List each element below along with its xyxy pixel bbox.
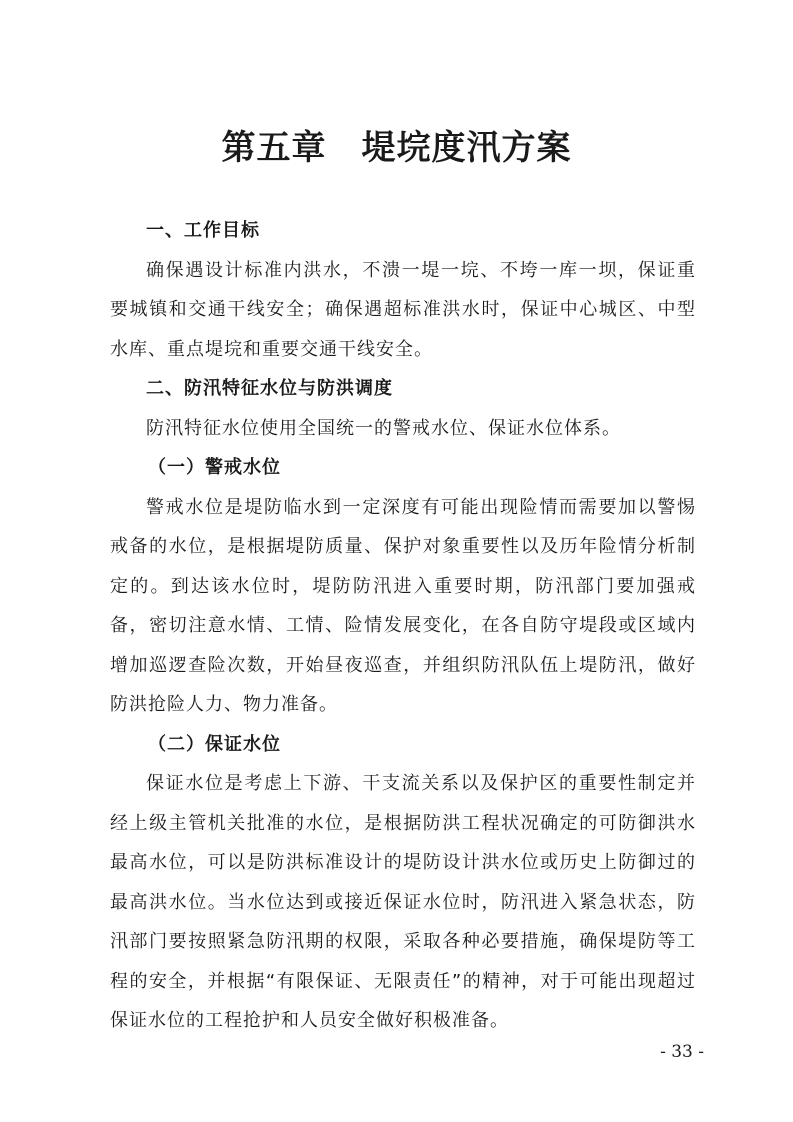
subsection-heading-guaranteed-level: （二）保证水位 (148, 733, 281, 755)
page-number: - 33 - (660, 1042, 704, 1062)
section-heading-work-goal: 一、工作目标 (146, 220, 260, 241)
paragraph-work-goal: 确保遇设计标准内洪水，不溃一堤一垸、不垮一库一坝，保证重要城镇和交通干线安全；确保遇超标准洪水时，保证中心城区、中型水库、重点堤垸和重要交通干线安全。 (110, 259, 696, 360)
subsection-heading-warning-level: （一）警戒水位 (148, 457, 281, 478)
chapter-title: 第五章 堤垸度汛方案 (221, 128, 572, 168)
paragraph-guaranteed-level: 保证水位是考虑上下游、干支流关系以及保护区的重要性制定并经上级主管机关批准的水位，是根据防洪工程状况确定的可防御洪水最高水位，可以是防洪标准设计的堤防设计洪水位或历史上防御过的最高洪水位。当水位达到或接近保证水位时，防汛进入紧急状态，防汛部门要按照紧急防汛期的权限，采取各种必要措施，确保堤防等工程的安全，并根据“有限保证、无限责任”的精神，对于可能出现超过保证水位的工程抢护和人员安全做好积极准备。 (110, 773, 696, 1031)
document-body (110, 211, 696, 1041)
paragraph-flood-levels-intro: 防汛特征水位使用全国统一的警戒水位、保证水位体系。 (146, 417, 621, 439)
section-heading-flood-levels: 二、防汛特征水位与防洪调度 (146, 378, 393, 399)
paragraph-warning-level: 警戒水位是堤防临水到一定深度有可能出现险情而需要加以警惕戒备的水位，是根据堤防质量、保护对象重要性以及历年险情分析制定的。到达该水位时，堤防防汛进入重要时期，防汛部门要加强戒备，密切注意水情、工情、险情发展变化，在各自防守堤段或区域内增加巡逻查险次数，开始昼夜巡查，并组织防汛队伍上堤防汛，做好防洪抢险人力、物力准备。 (110, 496, 696, 715)
